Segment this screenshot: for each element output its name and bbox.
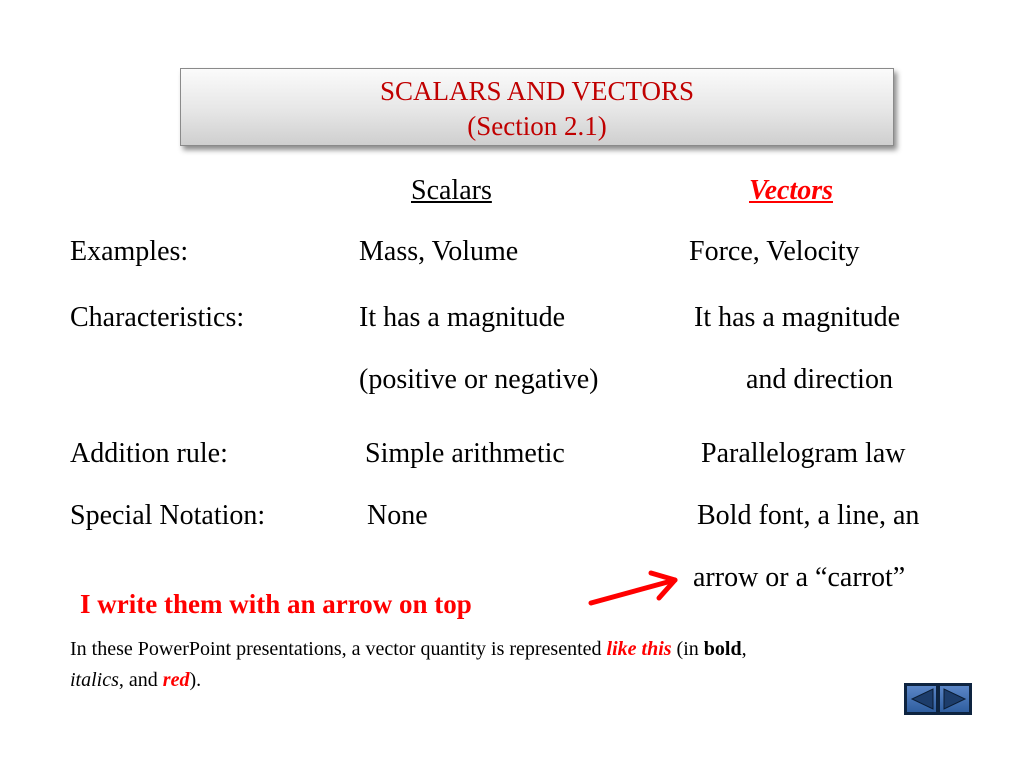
handwritten-note: I write them with an arrow on top [80, 589, 472, 619]
vector-characteristics-line1: It has a magnitude [694, 302, 901, 333]
footer-text-2: (in [671, 638, 704, 660]
vector-addition-rule: Parallelogram law [701, 438, 906, 469]
footer-text-1: In these PowerPoint presentations, a vector quantity is represented [70, 638, 607, 660]
footer-like-this: like this [606, 638, 672, 660]
footer-bold: bold [703, 638, 742, 660]
scalar-characteristics-line2: (positive or negative) [359, 364, 599, 395]
row-label-characteristics: Characteristics: [70, 302, 245, 333]
prev-slide-button[interactable] [905, 684, 938, 714]
triangle-right-icon [942, 687, 968, 711]
next-slide-button[interactable] [938, 684, 971, 714]
column-header-scalars: Scalars [411, 175, 492, 206]
row-label-notation: Special Notation: [70, 500, 266, 531]
scalar-characteristics-line1: It has a magnitude [359, 302, 566, 333]
column-header-vectors: Vectors [749, 175, 833, 206]
footer-text-4: ). [189, 669, 202, 691]
scalar-notation: None [367, 500, 428, 531]
footer-comma: , [741, 638, 747, 660]
vector-examples: Force, Velocity [689, 236, 860, 267]
footer-text-3: , and [118, 669, 163, 691]
vector-notation-line2: arrow or a “carrot” [693, 562, 906, 593]
footer-note [70, 634, 970, 696]
slide-title-box [180, 68, 894, 146]
vector-notation-line1: Bold font, a line, an [697, 500, 920, 531]
triangle-left-icon [909, 687, 935, 711]
scalar-examples: Mass, Volume [359, 236, 519, 267]
slide-navigation [904, 683, 972, 715]
row-label-examples: Examples: [70, 236, 189, 267]
red-arrow-icon [585, 568, 685, 618]
footer-red: red [162, 669, 190, 691]
slide-title: SCALARS AND VECTORS [379, 76, 695, 106]
vector-characteristics-line2: and direction [746, 364, 893, 395]
row-label-addition: Addition rule: [70, 438, 228, 469]
footer-italics: italics [70, 669, 119, 691]
slide-subtitle: (Section 2.1) [467, 111, 607, 141]
scalar-addition-rule: Simple arithmetic [365, 438, 565, 469]
